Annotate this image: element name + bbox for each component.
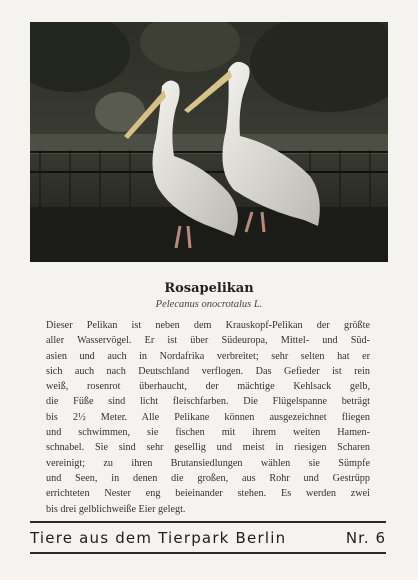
description-line: asien und auch in Nordafrika verbreitet; sehr selten hat er (46, 350, 370, 362)
description-line: errichteten Nester eng beieinander stehen. Es werden zwei (46, 488, 370, 500)
species-title: Rosapelikan (164, 281, 254, 296)
description-line: vereinigt; zu ihren Brutansiedlungen wählen sie Sümpfe (46, 457, 370, 469)
footer-rule-top (30, 521, 386, 523)
description-line: Dieser Pelikan ist neben dem Krauskopf-Pelikan der größte (46, 320, 370, 331)
pelican-photo (30, 22, 388, 262)
description-line: die Füße sind licht fleischfarben. Die Flügelspanne beträgt (46, 396, 370, 408)
description-line: schnabel. Sie sind sehr gesellig und meist in riesigen Scharen (46, 442, 370, 454)
description-line: sich auch nach Deutschland verflogen. Das Gefieder ist rein (46, 365, 370, 377)
series-title: Tiere aus dem Tierpark Berlin (30, 529, 287, 547)
description-line: und Seen, in denen die großen, aus Rohr und Gestrüpp (46, 472, 370, 484)
footer-rule-bottom (30, 552, 386, 554)
description-line: bis 2½ Meter. Alle Pelikane können ausgezeichnet fliegen (46, 411, 370, 423)
description-line: und schwimmen, sie fischen mit ihrem weiten Hamen- (46, 427, 370, 439)
description-line: weiß, rosenrot überhaucht, der mächtige Kehlsack gelb, (46, 381, 370, 393)
scientific-name: Pelecanus onocrotalus L. (155, 299, 263, 310)
description-line: bis drei gelblichweiße Eier gelegt. (46, 503, 186, 515)
card-number: Nr. 6 (345, 529, 386, 547)
description-text (46, 318, 370, 517)
description-line: aller Wasservögel. Er ist über Südeuropa, Mittel- und Süd- (46, 335, 370, 347)
